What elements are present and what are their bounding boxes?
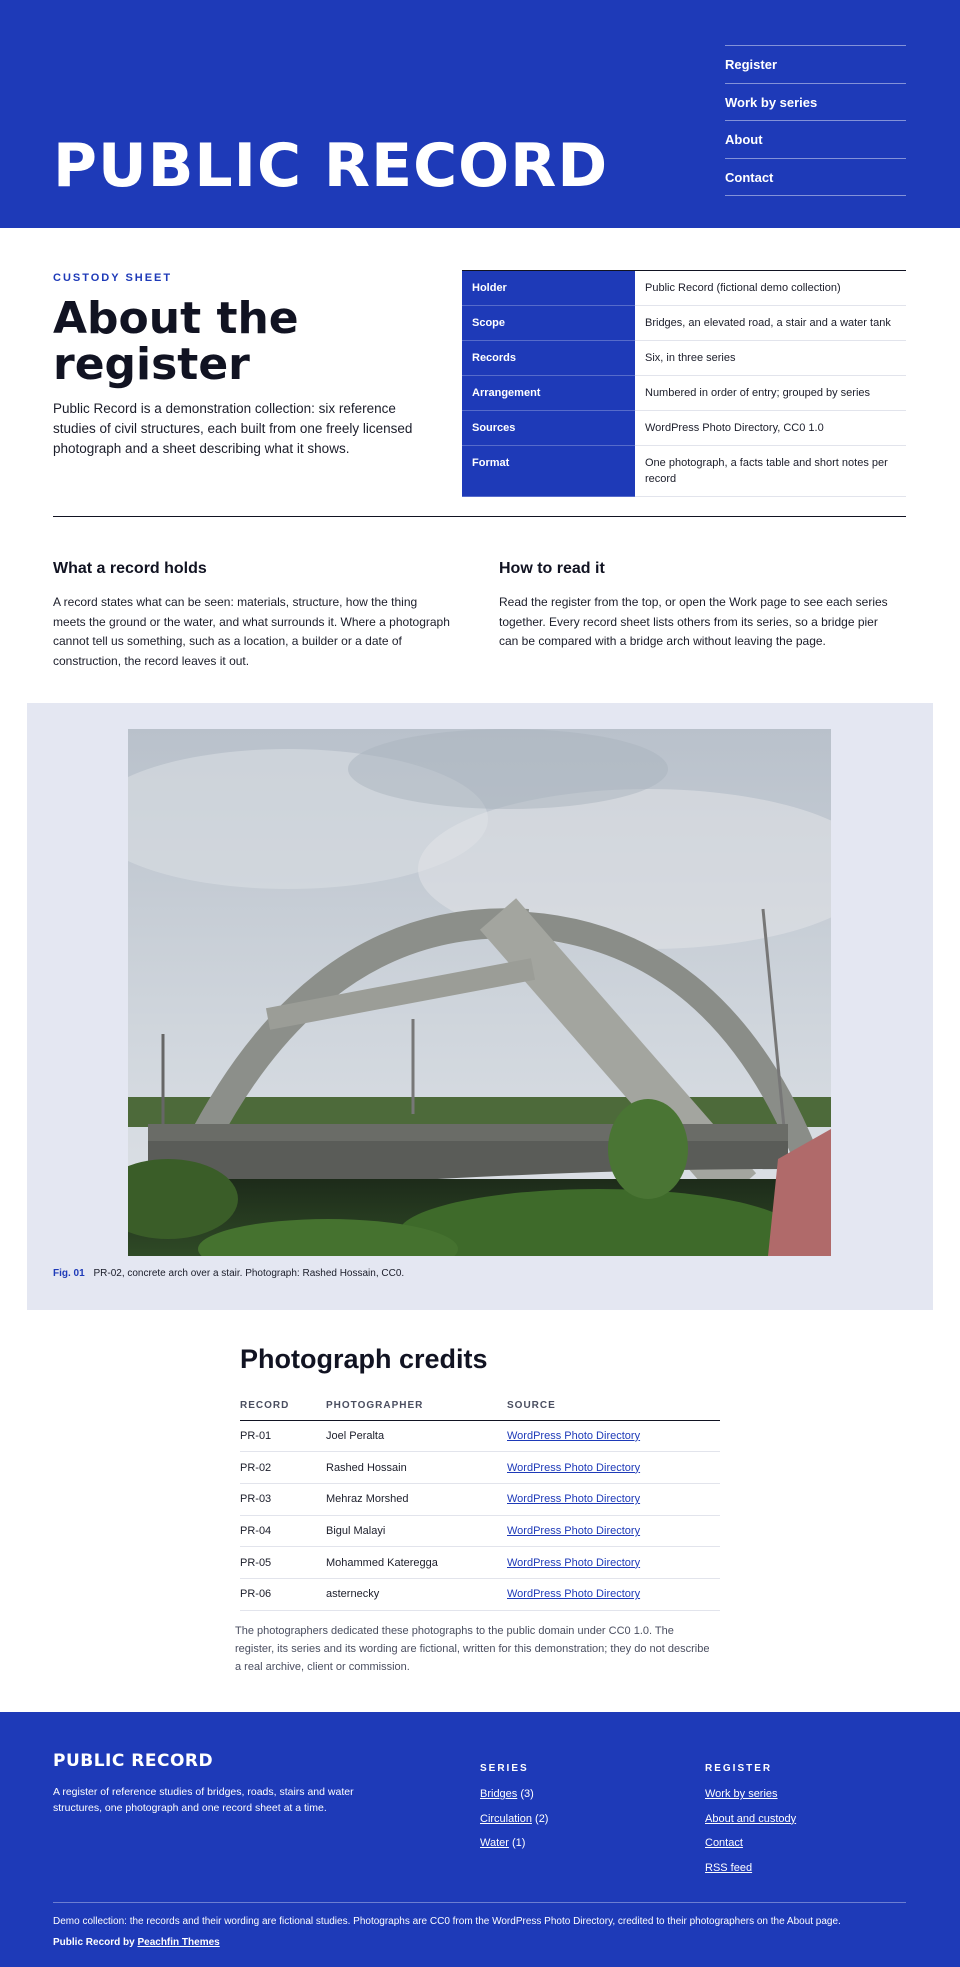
facts-row bbox=[462, 271, 906, 306]
credits-note: The photographers dedicated these photographs to the public domain under CC0 1.0. The register, its series and its wording are fictional, written for this demonstration; they do not describe a real archive, client or commission. bbox=[235, 1625, 710, 1673]
footer-series-count: (1) bbox=[512, 1837, 526, 1850]
custody-eyebrow: CUSTODY SHEET bbox=[53, 272, 173, 284]
footer-series-item bbox=[480, 1786, 548, 1811]
credit-photographer: Mehraz Morshed bbox=[326, 1483, 507, 1515]
footer-series-item bbox=[480, 1811, 548, 1836]
facts-row bbox=[462, 446, 906, 497]
footer-series-count: (2) bbox=[535, 1812, 549, 1825]
facts-label: Scope bbox=[462, 306, 635, 341]
facts-label: Holder bbox=[462, 271, 635, 306]
table-row bbox=[240, 1515, 720, 1547]
footer-register-item bbox=[705, 1811, 796, 1836]
footer-series-link-circulation[interactable]: Circulation bbox=[480, 1812, 532, 1825]
credit-photographer: asternecky bbox=[326, 1578, 507, 1610]
credit-photographer: Joel Peralta bbox=[326, 1420, 507, 1452]
credit-source-link[interactable]: WordPress Photo Directory bbox=[507, 1461, 641, 1474]
footer-register-heading: REGISTER bbox=[705, 1763, 773, 1774]
footer-series-count: (3) bbox=[520, 1788, 534, 1800]
footer-series-list bbox=[480, 1786, 548, 1860]
footer-series-item bbox=[480, 1835, 548, 1860]
footer-link-about-and-custody[interactable]: About and custody bbox=[705, 1812, 797, 1825]
figure-caption-text: PR-02, concrete arch over a stair. Photograph: Rashed Hossain, CC0. bbox=[93, 1268, 405, 1279]
footer-series-link-water[interactable]: Water bbox=[480, 1837, 509, 1850]
credit-record: PR-04 bbox=[240, 1515, 326, 1547]
facts-value: Six, in three series bbox=[635, 341, 906, 376]
facts-row bbox=[462, 411, 906, 446]
figure-caption bbox=[53, 1268, 404, 1279]
footer-register-item bbox=[705, 1860, 796, 1885]
facts-value: WordPress Photo Directory, CC0 1.0 bbox=[635, 411, 906, 446]
site-title[interactable]: PUBLIC RECORD bbox=[53, 131, 609, 201]
facts-label: Format bbox=[462, 446, 635, 497]
credits-header-row bbox=[240, 1392, 720, 1420]
nav-link-register[interactable]: Register bbox=[725, 46, 906, 84]
credit-source-link[interactable]: WordPress Photo Directory bbox=[507, 1493, 641, 1506]
nav-link-contact[interactable]: Contact bbox=[725, 159, 906, 197]
footer-brand[interactable]: PUBLIC RECORD bbox=[53, 1751, 214, 1771]
credit-source-link[interactable]: WordPress Photo Directory bbox=[507, 1588, 641, 1601]
how-to-read-text: Read the register from the top, or open the Work page to see each series together. Every record sheet lists others from its series, so a bridge pier can be compared with a bridge arch without leaving the page. bbox=[499, 595, 888, 648]
credit-source-link[interactable]: WordPress Photo Directory bbox=[507, 1429, 641, 1442]
figure-label: Fig. 01 bbox=[53, 1268, 85, 1279]
footer-register-list bbox=[705, 1786, 796, 1885]
footer-link-contact[interactable]: Contact bbox=[705, 1837, 743, 1850]
main-nav bbox=[725, 45, 906, 196]
record-holds-text: A record states what can be seen: materials, structure, how the thing meets the ground or the water, and what surrounds it. Where a photograph cannot tell us something, such as a location, a builder or a date of construction, the record leaves it out. bbox=[53, 595, 450, 668]
facts-value: Numbered in order of entry; grouped by series bbox=[635, 376, 906, 411]
credit-photographer: Mohammed Kateregga bbox=[326, 1547, 507, 1579]
site-header bbox=[0, 0, 960, 228]
footer-divider bbox=[53, 1902, 906, 1903]
site-footer bbox=[0, 1712, 960, 1967]
footer-note: Demo collection: the records and their wording are fictional studies. Photographs are CC0 from the WordPress Photo Directory, credited to their photographers on the About page. bbox=[53, 1916, 841, 1927]
facts-value: Bridges, an elevated road, a stair and a water tank bbox=[635, 306, 906, 341]
credit-photographer: Bigul Malayi bbox=[326, 1515, 507, 1547]
facts-label: Records bbox=[462, 341, 635, 376]
section-divider bbox=[53, 516, 906, 517]
table-row bbox=[240, 1547, 720, 1579]
facts-table bbox=[462, 270, 906, 497]
nav-link-work-by-series[interactable]: Work by series bbox=[725, 84, 906, 122]
credit-record: PR-03 bbox=[240, 1483, 326, 1515]
footer-register-item bbox=[705, 1835, 796, 1860]
facts-row bbox=[462, 341, 906, 376]
footer-credit-prefix: Public Record by bbox=[53, 1937, 135, 1948]
credits-header-source: SOURCE bbox=[507, 1392, 720, 1420]
table-row bbox=[240, 1452, 720, 1484]
credits-header-photographer: PHOTOGRAPHER bbox=[326, 1392, 507, 1420]
footer-credit bbox=[53, 1937, 220, 1948]
credit-record: PR-06 bbox=[240, 1578, 326, 1610]
footer-link-rss-feed[interactable]: RSS feed bbox=[705, 1862, 753, 1875]
credits-table bbox=[240, 1392, 720, 1611]
facts-row bbox=[462, 306, 906, 341]
how-to-read-heading: How to read it bbox=[499, 560, 605, 577]
facts-label: Sources bbox=[462, 411, 635, 446]
credits-header-record: RECORD bbox=[240, 1392, 326, 1420]
about-intro: Public Record is a demonstration collection: six reference studies of civil structures, each built from one freely licensed photograph and a sheet describing what it shows. bbox=[53, 401, 413, 456]
footer-series-link-bridges[interactable]: Bridges bbox=[480, 1788, 518, 1800]
credit-source-link[interactable]: WordPress Photo Directory bbox=[507, 1556, 641, 1569]
facts-label: Arrangement bbox=[462, 376, 635, 411]
facts-value: Public Record (fictional demo collection) bbox=[635, 271, 906, 306]
credit-record: PR-01 bbox=[240, 1420, 326, 1452]
facts-value: One photograph, a facts table and short notes per record bbox=[635, 446, 906, 497]
bridge-photo bbox=[128, 729, 831, 1256]
credit-record: PR-05 bbox=[240, 1547, 326, 1579]
facts-row bbox=[462, 376, 906, 411]
footer-description: A register of reference studies of bridges, roads, stairs and water structures, one photograph and one record sheet at a time. bbox=[53, 1786, 354, 1814]
footer-register-item bbox=[705, 1786, 796, 1811]
credits-title: Photograph credits bbox=[240, 1344, 488, 1374]
table-row bbox=[240, 1483, 720, 1515]
credit-photographer: Rashed Hossain bbox=[326, 1452, 507, 1484]
credit-source-link[interactable]: WordPress Photo Directory bbox=[507, 1524, 641, 1537]
table-row bbox=[240, 1578, 720, 1610]
record-holds-heading: What a record holds bbox=[53, 560, 207, 577]
table-row bbox=[240, 1420, 720, 1452]
credit-record: PR-02 bbox=[240, 1452, 326, 1484]
footer-series-heading: SERIES bbox=[480, 1763, 529, 1774]
footer-link-work-by-series[interactable]: Work by series bbox=[705, 1788, 778, 1800]
page-title: About the register bbox=[53, 293, 299, 390]
nav-link-about[interactable]: About bbox=[725, 121, 906, 159]
footer-credit-link[interactable]: Peachfin Themes bbox=[137, 1937, 220, 1948]
